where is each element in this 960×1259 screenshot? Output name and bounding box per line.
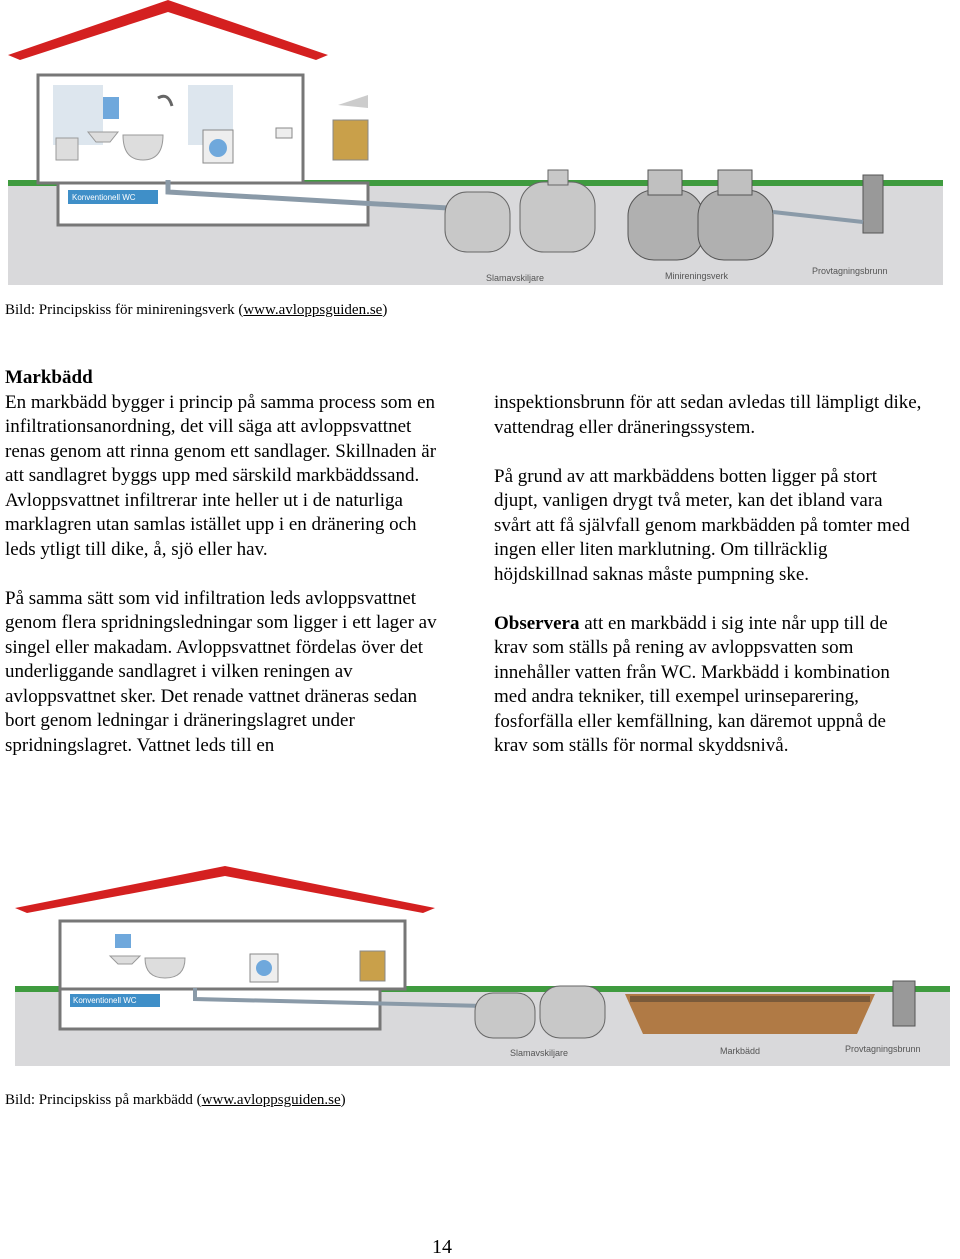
figure-minireningsverk bbox=[8, 0, 943, 300]
observera-label: Observera bbox=[494, 612, 580, 634]
label-slamavskiljare-2: Slamavskiljare bbox=[510, 1048, 569, 1058]
left-paragraph-2: På samma sätt som vid infiltration leds avloppsvattnet genom flera spridningsledningar som ligger i ett lager av singel eller makadam. Avloppsvattnet fördelas över det underliggande sandlagret i vilken reningen av avloppsvattnet sker. Det renade vattnet dräneras sedan bort genom ledningar i dräneringslagret under spridningslagret. Vattnet leds till en bbox=[5, 587, 437, 756]
caption-link-2[interactable]: www.avloppsguiden.se bbox=[201, 1092, 341, 1108]
page-number: 14 bbox=[432, 1236, 452, 1258]
label-slamavskiljare-1: Slamavskiljare bbox=[486, 273, 545, 283]
wc-label-2: Konventionell WC bbox=[73, 996, 137, 1005]
section-heading: Markbädd bbox=[5, 367, 93, 388]
right-column bbox=[494, 391, 924, 783]
wc-label-1: Konventionell WC bbox=[72, 193, 136, 202]
right-paragraph-1: inspektionsbrunn för att sedan avledas till lämpligt dike, vattendrag eller dräneringssystem. bbox=[494, 392, 922, 438]
caption-figure-1: Bild: Principskiss för minireningsverk (www.avloppsguiden.se) bbox=[5, 302, 388, 318]
label-provtagningsbrunn-1: Provtagningsbrunn bbox=[812, 266, 888, 276]
right-paragraph-2: På grund av att markbäddens botten ligger på stort djupt, vanligen drygt två meter, kan det ibland vara svårt att få självfall genom markbädden på tomter med ingen eller liten marklutning. Om tillräcklig höjdskillnad saknas måste pumpning ske. bbox=[494, 465, 910, 585]
right-paragraph-3: Observera att en markbädd i sig inte når upp till de krav som ställs på rening av avloppsvatten som innehåller vatten från WC. Markbädd i kombination med andra tekniker, till exempel urinseparering, fosforfälla eller kemfällning, kan däremot uppnå de krav som ställs för normal skyddsnivå. bbox=[494, 612, 890, 756]
label-minireningsverk: Minireningsverk bbox=[665, 271, 729, 281]
caption-link-1[interactable]: www.avloppsguiden.se bbox=[243, 302, 383, 318]
left-paragraph-1: En markbädd bygger i princip på samma process som en infiltrationsanordning, det vill säga att avloppsvattnet renas genom att rinna genom ett sandlager. Skillnaden är att sandlagret byggs upp med särskild markbäddssand. Avloppsvattnet infiltrerar inte heller ut i de naturliga marklagren utan samlas istället upp i en dränering och leds ytligt till dike, å, sjö eller hav. bbox=[5, 391, 437, 560]
left-column bbox=[5, 366, 445, 783]
markbadd-diagram bbox=[15, 866, 950, 1071]
label-provtagningsbrunn-2: Provtagningsbrunn bbox=[845, 1044, 921, 1054]
label-markbadd: Markbädd bbox=[720, 1046, 761, 1056]
minireningsverk-diagram bbox=[8, 0, 943, 300]
figure-markbadd bbox=[15, 866, 950, 1071]
caption-figure-2: Bild: Principskiss på markbädd (www.avloppsguiden.se) bbox=[5, 1092, 346, 1108]
